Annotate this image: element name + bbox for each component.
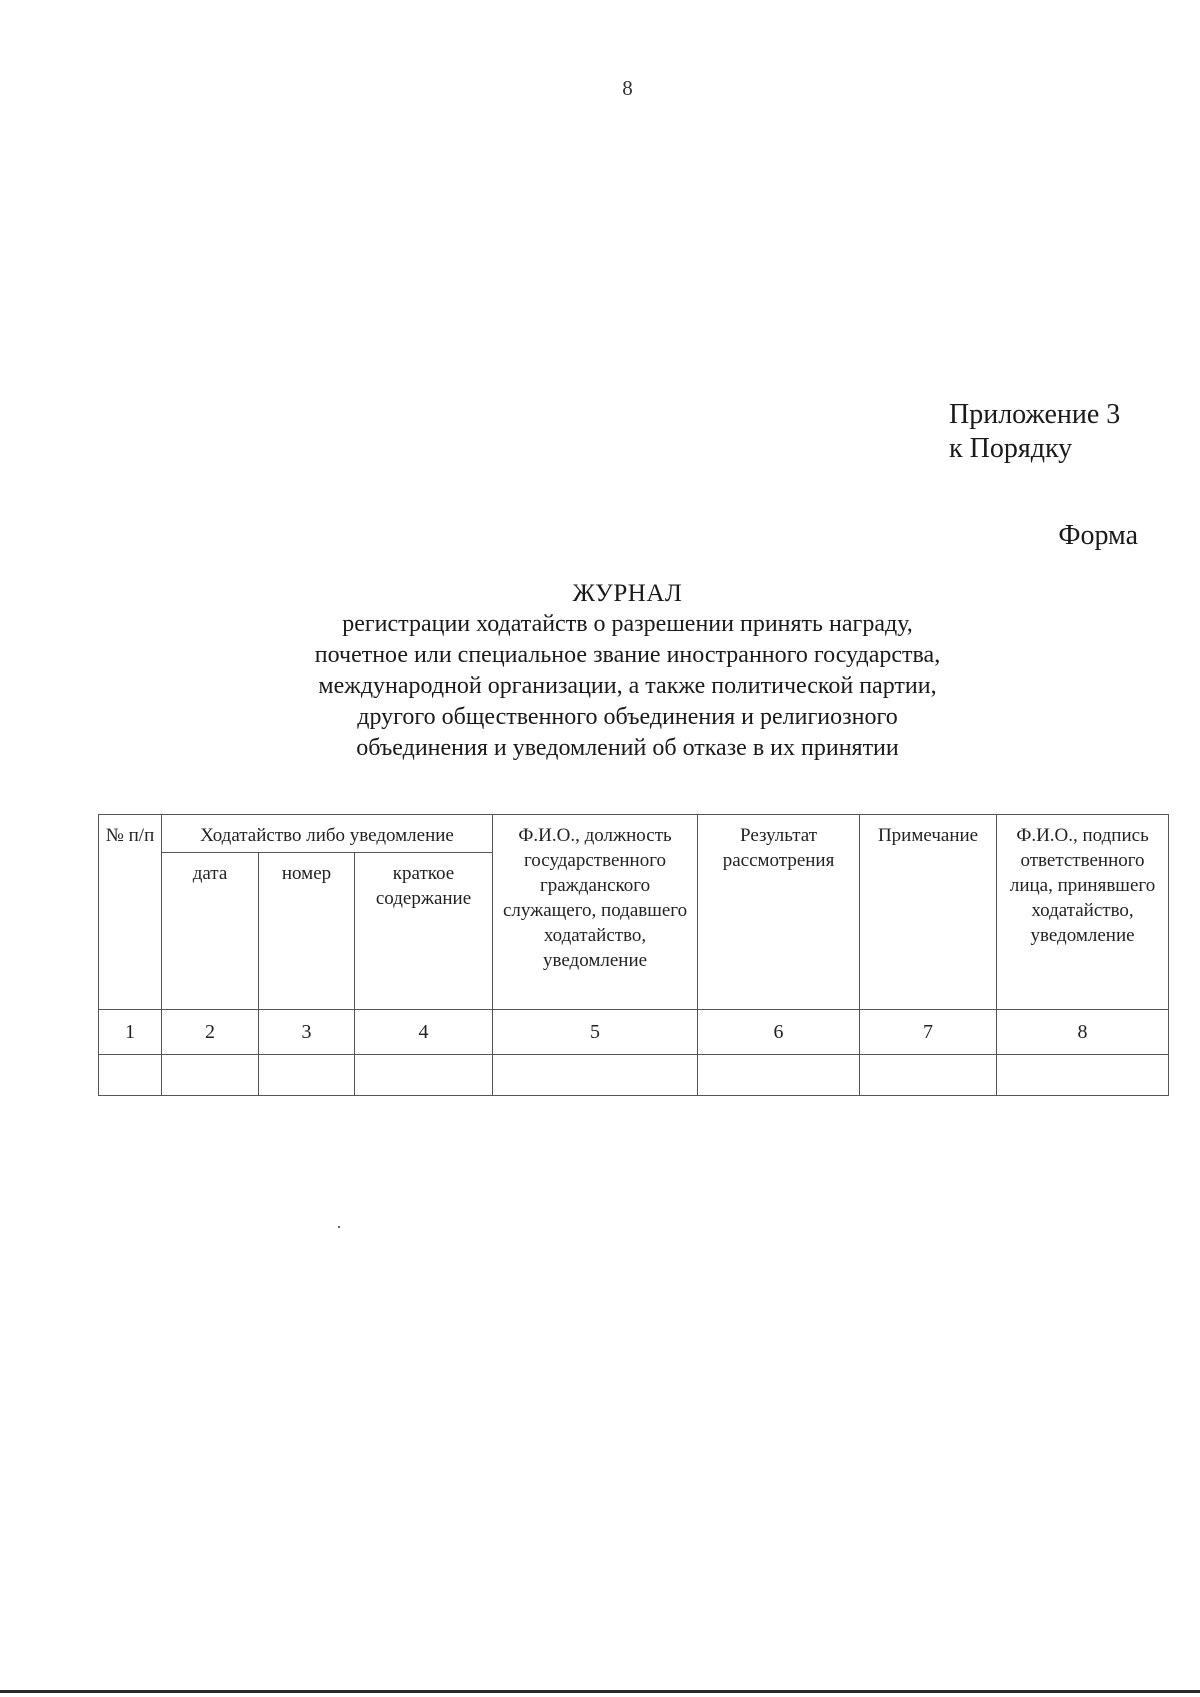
header-result: Результат рассмотрения	[698, 815, 860, 1010]
header-applicant: Ф.И.О., должность государственного гражданского служащего, подавшего ходатайство, уведомление	[493, 815, 698, 1010]
column-number-cell: 5	[493, 1010, 698, 1055]
appendix-line-2: к Порядку	[949, 433, 1073, 464]
header-col-number: № п/п	[99, 815, 162, 1010]
title-line-5: объединения и уведомлений об отказе в их принятии	[356, 735, 899, 761]
header-summary: краткое содержание	[355, 853, 493, 1010]
column-number-cell: 4	[355, 1010, 493, 1055]
header-group-petition: Ходатайство либо уведомление	[162, 815, 493, 853]
column-number-cell: 6	[698, 1010, 860, 1055]
title-line-4: другого общественного объединения и религиозного	[357, 704, 898, 730]
journal-heading: ЖУРНАЛ	[572, 580, 683, 607]
scan-bottom-edge	[0, 1690, 1200, 1693]
column-number-row	[99, 1010, 1169, 1055]
header-number: номер	[259, 853, 355, 1010]
title-line-2: почетное или специальное звание иностранного государства,	[314, 642, 941, 668]
header-row-1	[99, 815, 1169, 853]
registration-journal-table	[98, 814, 1169, 1096]
empty-cell	[698, 1055, 860, 1096]
column-number-cell: 1	[99, 1010, 162, 1055]
appendix-label	[949, 398, 1120, 466]
empty-cell	[493, 1055, 698, 1096]
column-number-cell: 7	[860, 1010, 997, 1055]
scan-speck	[338, 1226, 340, 1228]
title-line-1: регистрации ходатайств о разрешении принять награду,	[342, 611, 913, 637]
column-number-cell: 2	[162, 1010, 259, 1055]
title-line-3: международной организации, а также политической партии,	[318, 673, 937, 699]
form-label: Форма	[1058, 520, 1138, 551]
page-number: 8	[622, 76, 633, 100]
empty-cell	[99, 1055, 162, 1096]
header-receiver: Ф.И.О., подпись ответственного лица, принявшего ходатайство, уведомление	[997, 815, 1169, 1010]
empty-cell	[259, 1055, 355, 1096]
column-number-cell: 8	[997, 1010, 1169, 1055]
appendix-line-1: Приложение 3	[949, 399, 1121, 430]
empty-cell	[997, 1055, 1169, 1096]
document-title	[0, 578, 1200, 764]
header-date: дата	[162, 853, 259, 1010]
empty-entry-row	[99, 1055, 1169, 1096]
column-number-cell: 3	[259, 1010, 355, 1055]
empty-cell	[162, 1055, 259, 1096]
empty-cell	[355, 1055, 493, 1096]
header-note: Примечание	[860, 815, 997, 1010]
empty-cell	[860, 1055, 997, 1096]
